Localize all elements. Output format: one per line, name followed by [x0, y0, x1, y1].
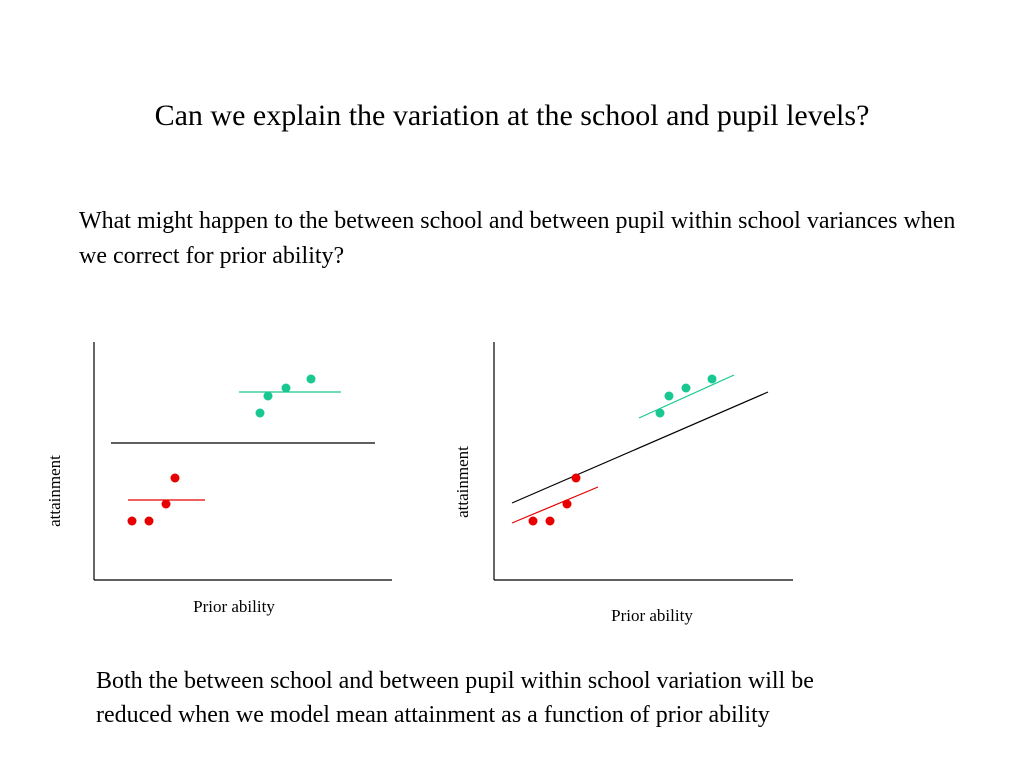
- left-x-axis-label: Prior ability: [193, 597, 275, 616]
- left-school-b-point: [171, 474, 180, 483]
- right-school-a-point: [682, 384, 691, 393]
- right-school-a-point: [665, 392, 674, 401]
- right-school-b-point: [529, 517, 538, 526]
- left-school-a-point: [282, 384, 291, 393]
- right-school-a-regression-line: [639, 375, 734, 418]
- right-school-b-point: [546, 517, 555, 526]
- question-text: What might happen to the between school and between pupil within school variances when we correct for prior ability?: [79, 208, 956, 269]
- left-school-b-point: [145, 517, 154, 526]
- right-y-axis-label: attainment: [453, 446, 472, 518]
- left-school-a-point: [307, 375, 316, 384]
- right-school-b-regression-line: [512, 487, 598, 523]
- right-x-axis-label: Prior ability: [611, 606, 693, 625]
- slide-title: Can we explain the variation at the school and pupil levels?: [154, 99, 870, 132]
- left-y-axis-label: attainment: [45, 455, 64, 527]
- answer-text: Both the between school and between pupil within school variation will be reduced when we model mean attainment as a function of prior ability: [96, 668, 814, 728]
- right-school-b-point: [572, 474, 581, 483]
- right-school-b-point: [563, 500, 572, 509]
- left-school-b-point: [128, 517, 137, 526]
- left-school-a-point: [256, 409, 265, 418]
- right-school-a-point: [656, 409, 665, 418]
- right-school-a-point: [708, 375, 717, 384]
- diagram-right: [453, 342, 793, 625]
- left-school-a-point: [264, 392, 273, 401]
- right-overall-regression-line: [512, 392, 768, 503]
- diagram-left: [45, 342, 392, 616]
- left-school-b-point: [162, 500, 171, 509]
